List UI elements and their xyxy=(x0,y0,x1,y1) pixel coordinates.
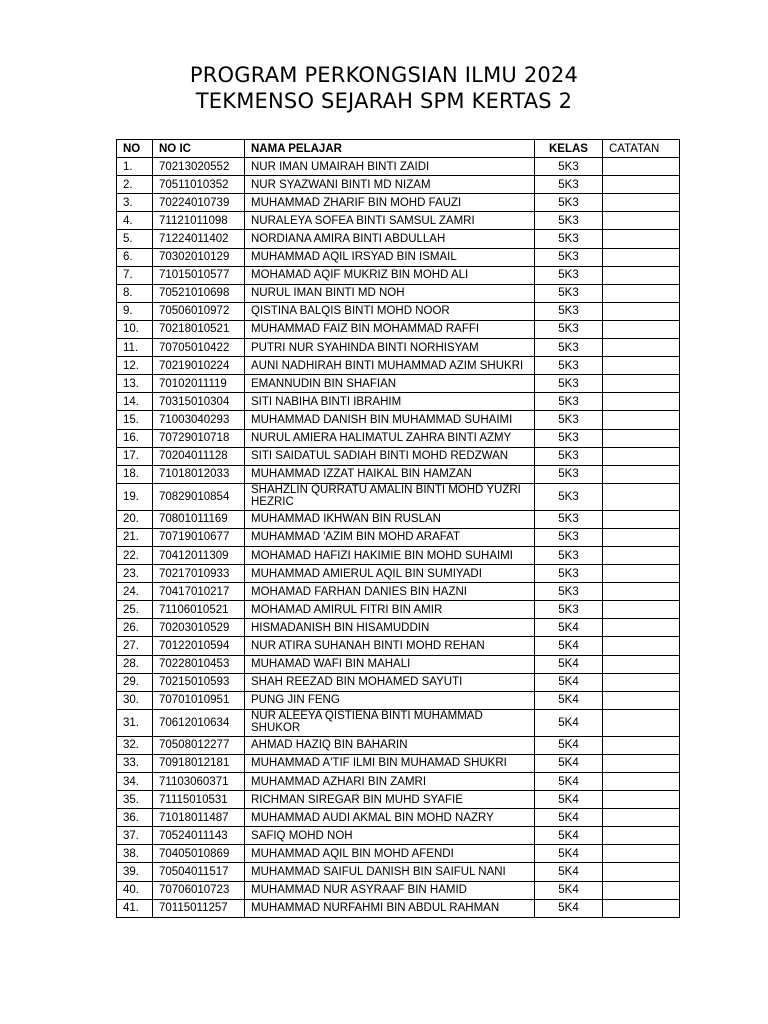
table-row xyxy=(117,619,680,637)
cell-no: 35. xyxy=(117,791,153,809)
cell-no: 41. xyxy=(117,899,153,917)
cell-no: 10. xyxy=(117,320,153,338)
table-row xyxy=(117,510,680,528)
cell-ic: 70521010698 xyxy=(153,284,245,302)
cell-kelas: 5K4 xyxy=(535,845,603,863)
cell-catatan xyxy=(603,655,680,673)
cell-name: MUHAMMAD NUR ASYRAAF BIN HAMID xyxy=(245,881,535,899)
cell-no: 4. xyxy=(117,212,153,230)
table-row xyxy=(117,791,680,809)
header-name: NAMA PELAJAR xyxy=(245,140,535,158)
cell-ic: 70829010854 xyxy=(153,483,245,510)
cell-ic: 70213020552 xyxy=(153,158,245,176)
cell-catatan xyxy=(603,429,680,447)
cell-kelas: 5K4 xyxy=(535,673,603,691)
cell-no: 1. xyxy=(117,158,153,176)
cell-ic: 70315010304 xyxy=(153,393,245,411)
cell-kelas: 5K3 xyxy=(535,393,603,411)
header-kelas: KELAS xyxy=(535,140,603,158)
cell-kelas: 5K4 xyxy=(535,773,603,791)
cell-ic: 70508012277 xyxy=(153,736,245,754)
cell-name: NUR IMAN UMAIRAH BINTI ZAIDI xyxy=(245,158,535,176)
cell-kelas: 5K4 xyxy=(535,736,603,754)
cell-ic: 71015010577 xyxy=(153,266,245,284)
cell-name: MOHAMAD FARHAN DANIES BIN HAZNI xyxy=(245,583,535,601)
cell-ic: 70701010951 xyxy=(153,691,245,709)
cell-ic: 70215010593 xyxy=(153,673,245,691)
cell-kelas: 5K4 xyxy=(535,899,603,917)
cell-ic: 70405010869 xyxy=(153,845,245,863)
cell-catatan xyxy=(603,194,680,212)
cell-catatan xyxy=(603,483,680,510)
table-row xyxy=(117,565,680,583)
cell-no: 38. xyxy=(117,845,153,863)
cell-ic: 71018012033 xyxy=(153,465,245,483)
cell-kelas: 5K4 xyxy=(535,691,603,709)
cell-catatan xyxy=(603,845,680,863)
cell-catatan xyxy=(603,601,680,619)
cell-ic: 71003040293 xyxy=(153,411,245,429)
table-row xyxy=(117,158,680,176)
cell-catatan xyxy=(603,673,680,691)
cell-name: SAFIQ MOHD NOH xyxy=(245,827,535,845)
cell-kelas: 5K4 xyxy=(535,791,603,809)
cell-ic: 70217010933 xyxy=(153,565,245,583)
table-row xyxy=(117,284,680,302)
cell-kelas: 5K4 xyxy=(535,619,603,637)
cell-ic: 71224011402 xyxy=(153,230,245,248)
cell-name: MUHAMMAD ZHARIF BIN MOHD FAUZI xyxy=(245,194,535,212)
cell-catatan xyxy=(603,510,680,528)
cell-kelas: 5K3 xyxy=(535,176,603,194)
cell-kelas: 5K4 xyxy=(535,637,603,655)
cell-kelas: 5K4 xyxy=(535,655,603,673)
table-row xyxy=(117,447,680,465)
cell-ic: 71103060371 xyxy=(153,773,245,791)
table-row xyxy=(117,339,680,357)
cell-no: 21. xyxy=(117,528,153,546)
cell-ic: 71121011098 xyxy=(153,212,245,230)
cell-no: 3. xyxy=(117,194,153,212)
cell-catatan xyxy=(603,339,680,357)
cell-kelas: 5K3 xyxy=(535,248,603,266)
cell-ic: 70524011143 xyxy=(153,827,245,845)
table-row xyxy=(117,827,680,845)
cell-ic: 70705010422 xyxy=(153,339,245,357)
cell-catatan xyxy=(603,754,680,772)
cell-kelas: 5K4 xyxy=(535,827,603,845)
cell-name: EMANNUDIN BIN SHAFIAN xyxy=(245,375,535,393)
cell-catatan xyxy=(603,809,680,827)
cell-ic: 70102011119 xyxy=(153,375,245,393)
cell-no: 32. xyxy=(117,736,153,754)
title-line-2: TEKMENSO SEJARAH SPM KERTAS 2 xyxy=(195,89,573,113)
table-row xyxy=(117,357,680,375)
cell-catatan xyxy=(603,320,680,338)
cell-kelas: 5K4 xyxy=(535,809,603,827)
cell-name: MUHAMAD WAFI BIN MAHALI xyxy=(245,655,535,673)
table-body xyxy=(117,158,680,918)
cell-catatan xyxy=(603,465,680,483)
cell-name: NUR SYAZWANI BINTI MD NIZAM xyxy=(245,176,535,194)
table-row xyxy=(117,845,680,863)
cell-name: MUHAMMAD AQIL IRSYAD BIN ISMAIL xyxy=(245,248,535,266)
cell-kelas: 5K3 xyxy=(535,528,603,546)
cell-catatan xyxy=(603,691,680,709)
table-row xyxy=(117,528,680,546)
cell-ic: 70506010972 xyxy=(153,302,245,320)
cell-no: 31. xyxy=(117,709,153,736)
cell-name: MUHAMMAD AZHARI BIN ZAMRI xyxy=(245,773,535,791)
cell-catatan xyxy=(603,619,680,637)
table-row xyxy=(117,411,680,429)
cell-ic: 70801011169 xyxy=(153,510,245,528)
cell-name: MUHAMMAD DANISH BIN MUHAMMAD SUHAIMI xyxy=(245,411,535,429)
cell-catatan xyxy=(603,546,680,564)
cell-no: 14. xyxy=(117,393,153,411)
cell-name: HISMADANISH BIN HISAMUDDIN xyxy=(245,619,535,637)
cell-no: 2. xyxy=(117,176,153,194)
cell-no: 33. xyxy=(117,754,153,772)
table-row xyxy=(117,637,680,655)
cell-name: MUHAMMAD AMIERUL AQIL BIN SUMIYADI xyxy=(245,565,535,583)
cell-catatan xyxy=(603,827,680,845)
cell-kelas: 5K3 xyxy=(535,194,603,212)
cell-no: 37. xyxy=(117,827,153,845)
cell-ic: 70228010453 xyxy=(153,655,245,673)
cell-name: AUNI NADHIRAH BINTI MUHAMMAD AZIM SHUKRI xyxy=(245,357,535,375)
table-row xyxy=(117,583,680,601)
cell-kelas: 5K3 xyxy=(535,565,603,583)
table-row xyxy=(117,863,680,881)
cell-no: 12. xyxy=(117,357,153,375)
table-row xyxy=(117,546,680,564)
cell-catatan xyxy=(603,773,680,791)
cell-name: MOHAMAD HAFIZI HAKIMIE BIN MOHD SUHAIMI xyxy=(245,546,535,564)
cell-ic: 70115011257 xyxy=(153,899,245,917)
cell-kelas: 5K3 xyxy=(535,357,603,375)
table-row xyxy=(117,375,680,393)
cell-kelas: 5K3 xyxy=(535,266,603,284)
cell-name: MUHAMMAD AUDI AKMAL BIN MOHD NAZRY xyxy=(245,809,535,827)
table-row xyxy=(117,266,680,284)
cell-name: PUNG JIN FENG xyxy=(245,691,535,709)
cell-ic: 70203010529 xyxy=(153,619,245,637)
cell-ic: 70224010739 xyxy=(153,194,245,212)
cell-no: 30. xyxy=(117,691,153,709)
cell-ic: 70719010677 xyxy=(153,528,245,546)
cell-kelas: 5K3 xyxy=(535,465,603,483)
cell-no: 25. xyxy=(117,601,153,619)
cell-catatan xyxy=(603,583,680,601)
table-row xyxy=(117,773,680,791)
cell-ic: 70218010521 xyxy=(153,320,245,338)
cell-ic: 71018011487 xyxy=(153,809,245,827)
cell-name: MUHAMMAD NURFAHMI BIN ABDUL RAHMAN xyxy=(245,899,535,917)
cell-catatan xyxy=(603,302,680,320)
cell-name: MUHAMMAD IZZAT HAIKAL BIN HAMZAN xyxy=(245,465,535,483)
cell-kelas: 5K3 xyxy=(535,284,603,302)
cell-name: AHMAD HAZIQ BIN BAHARIN xyxy=(245,736,535,754)
cell-name: MUHAMMAD FAIZ BIN MOHAMMAD RAFFI xyxy=(245,320,535,338)
cell-name: QISTINA BALQIS BINTI MOHD NOOR xyxy=(245,302,535,320)
cell-catatan xyxy=(603,158,680,176)
cell-no: 15. xyxy=(117,411,153,429)
table-row xyxy=(117,194,680,212)
cell-name: SHAH REEZAD BIN MOHAMED SAYUTI xyxy=(245,673,535,691)
cell-kelas: 5K3 xyxy=(535,546,603,564)
cell-catatan xyxy=(603,565,680,583)
header-no: NO xyxy=(117,140,153,158)
cell-catatan xyxy=(603,176,680,194)
cell-name: NURALEYA SOFEA BINTI SAMSUL ZAMRI xyxy=(245,212,535,230)
cell-name: SHAHZLIN QURRATU AMALIN BINTI MOHD YUZRI HEZRIC xyxy=(245,483,535,510)
cell-catatan xyxy=(603,863,680,881)
cell-no: 40. xyxy=(117,881,153,899)
cell-catatan xyxy=(603,266,680,284)
cell-kelas: 5K4 xyxy=(535,754,603,772)
table-row xyxy=(117,655,680,673)
cell-catatan xyxy=(603,899,680,917)
cell-catatan xyxy=(603,284,680,302)
cell-ic: 70729010718 xyxy=(153,429,245,447)
cell-ic: 70412011309 xyxy=(153,546,245,564)
cell-ic: 70706010723 xyxy=(153,881,245,899)
cell-catatan xyxy=(603,411,680,429)
cell-kelas: 5K3 xyxy=(535,339,603,357)
cell-name: MUHAMMAD 'AZIM BIN MOHD ARAFAT xyxy=(245,528,535,546)
cell-no: 17. xyxy=(117,447,153,465)
cell-no: 28. xyxy=(117,655,153,673)
cell-name: SITI NABIHA BINTI IBRAHIM xyxy=(245,393,535,411)
cell-name: MUHAMMAD SAIFUL DANISH BIN SAIFUL NANI xyxy=(245,863,535,881)
cell-name: MUHAMMAD IKHWAN BIN RUSLAN xyxy=(245,510,535,528)
cell-no: 22. xyxy=(117,546,153,564)
cell-catatan xyxy=(603,528,680,546)
cell-name: PUTRI NUR SYAHINDA BINTI NORHISYAM xyxy=(245,339,535,357)
cell-kelas: 5K3 xyxy=(535,583,603,601)
table-row xyxy=(117,754,680,772)
cell-no: 39. xyxy=(117,863,153,881)
cell-name: MUHAMMAD AQIL BIN MOHD AFENDI xyxy=(245,845,535,863)
cell-ic: 70511010352 xyxy=(153,176,245,194)
document-title xyxy=(0,62,768,114)
cell-kelas: 5K3 xyxy=(535,230,603,248)
cell-catatan xyxy=(603,375,680,393)
cell-kelas: 5K4 xyxy=(535,709,603,736)
cell-kelas: 5K4 xyxy=(535,881,603,899)
cell-name: NUR ALEEYA QISTIENA BINTI MUHAMMAD SHUKOR xyxy=(245,709,535,736)
cell-catatan xyxy=(603,791,680,809)
table-row xyxy=(117,302,680,320)
cell-no: 8. xyxy=(117,284,153,302)
cell-catatan xyxy=(603,881,680,899)
cell-kelas: 5K3 xyxy=(535,483,603,510)
cell-name: NUR ATIRA SUHANAH BINTI MOHD REHAN xyxy=(245,637,535,655)
cell-no: 11. xyxy=(117,339,153,357)
cell-kelas: 5K3 xyxy=(535,158,603,176)
cell-name: NURUL AMIERA HALIMATUL ZAHRA BINTI AZMY xyxy=(245,429,535,447)
header-catatan: CATATAN xyxy=(603,140,680,158)
table-header-row xyxy=(117,140,680,158)
cell-ic: 70504011517 xyxy=(153,863,245,881)
cell-catatan xyxy=(603,736,680,754)
cell-name: MOHAMAD AQIF MUKRIZ BIN MOHD ALI xyxy=(245,266,535,284)
table-row xyxy=(117,320,680,338)
student-table xyxy=(116,139,680,918)
table-row xyxy=(117,736,680,754)
header-ic: NO IC xyxy=(153,140,245,158)
cell-no: 16. xyxy=(117,429,153,447)
cell-ic: 70918012181 xyxy=(153,754,245,772)
table-row xyxy=(117,483,680,510)
cell-name: MOHAMAD AMIRUL FITRI BIN AMIR xyxy=(245,601,535,619)
table-row xyxy=(117,176,680,194)
cell-no: 26. xyxy=(117,619,153,637)
table-row xyxy=(117,691,680,709)
table-row xyxy=(117,709,680,736)
cell-kelas: 5K3 xyxy=(535,302,603,320)
cell-name: NURUL IMAN BINTI MD NOH xyxy=(245,284,535,302)
cell-kelas: 5K4 xyxy=(535,863,603,881)
cell-ic: 71106010521 xyxy=(153,601,245,619)
table-row xyxy=(117,601,680,619)
cell-catatan xyxy=(603,230,680,248)
table-row xyxy=(117,809,680,827)
cell-kelas: 5K3 xyxy=(535,429,603,447)
table-row xyxy=(117,248,680,266)
cell-ic: 70302010129 xyxy=(153,248,245,266)
cell-kelas: 5K3 xyxy=(535,375,603,393)
cell-catatan xyxy=(603,212,680,230)
cell-no: 24. xyxy=(117,583,153,601)
cell-catatan xyxy=(603,447,680,465)
table-row xyxy=(117,393,680,411)
cell-no: 18. xyxy=(117,465,153,483)
cell-no: 7. xyxy=(117,266,153,284)
table-row xyxy=(117,429,680,447)
table-row xyxy=(117,881,680,899)
cell-ic: 70417010217 xyxy=(153,583,245,601)
cell-ic: 71115010531 xyxy=(153,791,245,809)
table-row xyxy=(117,465,680,483)
cell-catatan xyxy=(603,637,680,655)
cell-no: 27. xyxy=(117,637,153,655)
title-line-1: PROGRAM PERKONGSIAN ILMU 2024 xyxy=(189,63,579,87)
cell-ic: 70219010224 xyxy=(153,357,245,375)
cell-catatan xyxy=(603,393,680,411)
cell-no: 29. xyxy=(117,673,153,691)
cell-name: SITI SAIDATUL SADIAH BINTI MOHD REDZWAN xyxy=(245,447,535,465)
cell-kelas: 5K3 xyxy=(535,212,603,230)
cell-ic: 70122010594 xyxy=(153,637,245,655)
cell-kelas: 5K3 xyxy=(535,447,603,465)
cell-kelas: 5K3 xyxy=(535,320,603,338)
cell-no: 34. xyxy=(117,773,153,791)
cell-ic: 70612010634 xyxy=(153,709,245,736)
table-row xyxy=(117,899,680,917)
cell-ic: 70204011128 xyxy=(153,447,245,465)
cell-no: 13. xyxy=(117,375,153,393)
cell-no: 6. xyxy=(117,248,153,266)
cell-name: MUHAMMAD A'TIF ILMI BIN MUHAMAD SHUKRI xyxy=(245,754,535,772)
table-row xyxy=(117,230,680,248)
cell-catatan xyxy=(603,357,680,375)
cell-name: NORDIANA AMIRA BINTI ABDULLAH xyxy=(245,230,535,248)
table-row xyxy=(117,673,680,691)
cell-no: 19. xyxy=(117,483,153,510)
cell-no: 9. xyxy=(117,302,153,320)
cell-kelas: 5K3 xyxy=(535,510,603,528)
cell-catatan xyxy=(603,248,680,266)
cell-no: 36. xyxy=(117,809,153,827)
cell-no: 20. xyxy=(117,510,153,528)
cell-kelas: 5K3 xyxy=(535,601,603,619)
cell-catatan xyxy=(603,709,680,736)
cell-name: RICHMAN SIREGAR BIN MUHD SYAFIE xyxy=(245,791,535,809)
table-row xyxy=(117,212,680,230)
cell-no: 5. xyxy=(117,230,153,248)
cell-no: 23. xyxy=(117,565,153,583)
cell-kelas: 5K3 xyxy=(535,411,603,429)
